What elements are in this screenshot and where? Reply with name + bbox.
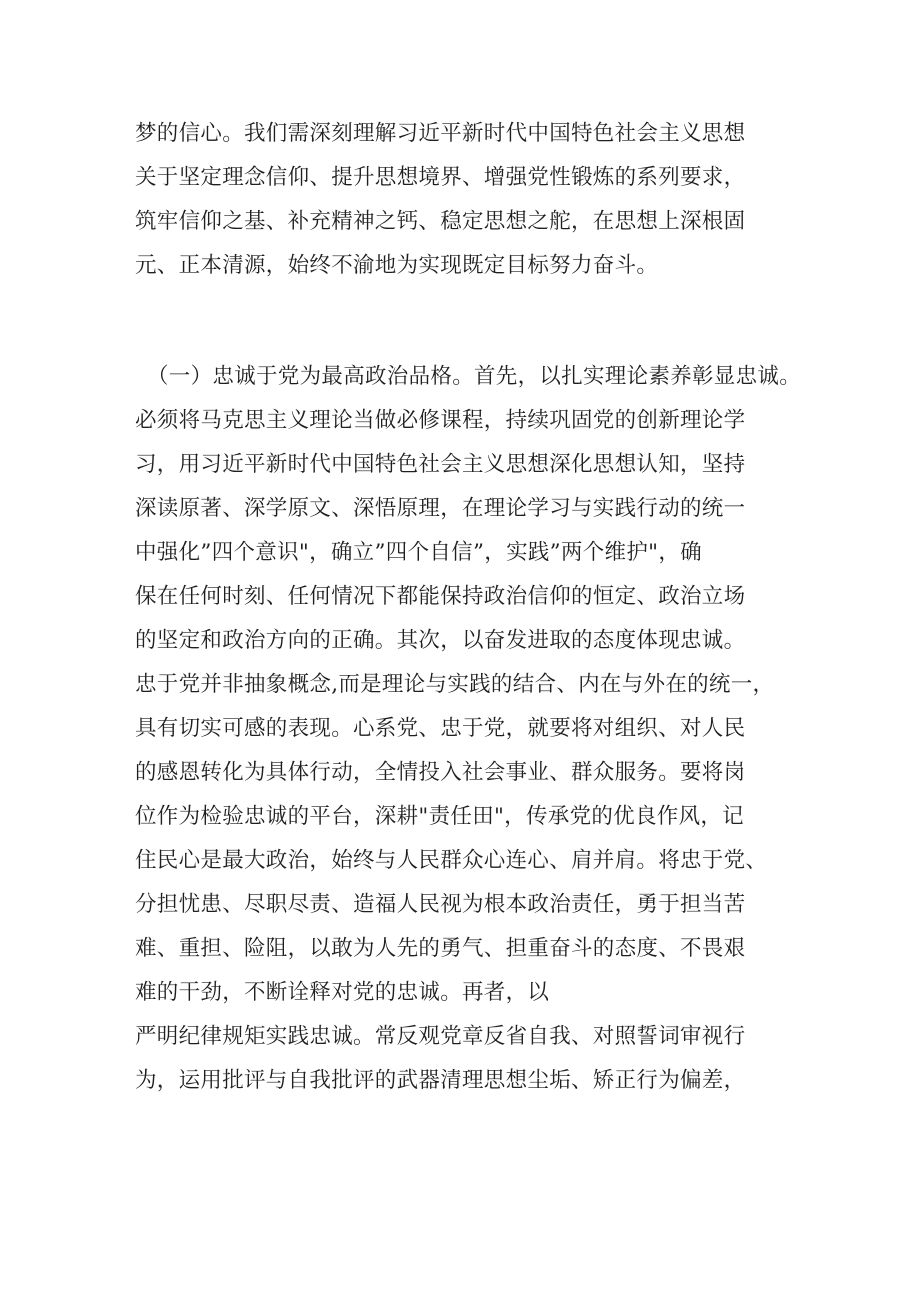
text-line: 忠于党并非抽象概念,而是理论与实践的结合、内在与外在的统一， [135,672,775,697]
text-line: 难、重担、险阻，以敢为人先的勇气、担重奋斗的态度、不畏艰 [135,936,746,961]
text-line: 为，运用批评与自我批评的武器清理思想尘垢、矫正行为偏差， [135,1068,746,1093]
text-line: 元、正本清源，始终不渝地为实现既定目标努力奋斗。 [135,253,659,278]
text-line: 保在任何时刻、任何情况下都能保持政治信仰的恒定、政治立场 [135,584,746,609]
section-heading-line: （一）忠诚于党为最高政治品格。首先，以扎实理论素养彰显忠诚。 [147,364,802,389]
text-line: 难的干劲，不断诠释对党的忠诚。再者，以 [135,980,550,1005]
text-line: 位作为检验忠诚的平台，深耕"责任田"，传承党的优良作风，记 [135,804,744,829]
text-line: 住民心是最大政治，始终与人民群众心连心、肩并肩。将忠于党、 [135,848,768,873]
text-line: 具有切实可感的表现。心系党、忠于党，就要将对组织、对人民 [135,716,746,741]
text-line: 梦的信心。我们需深刻理解习近平新时代中国特色社会主义思想 [135,121,746,146]
text-line: 的感恩转化为具体行动，全情投入社会事业、群众服务。要将岗 [135,760,746,785]
text-line: 深读原著、深学原文、深悟原理，在理论学习与实践行动的统一 [135,496,746,521]
text-line: 必须将马克思主义理论当做必修课程，持续巩固党的创新理论学 [135,408,746,433]
text-line: 习，用习近平新时代中国特色社会主义思想深化思想认知，坚持 [135,452,746,477]
text-line: 严明纪律规矩实践忠诚。常反观党章反省自我、对照誓词审视行 [135,1024,746,1049]
text-line: 中强化”四个意识"，确立”四个自信”，实践”两个维护"，确 [135,540,702,565]
text-line: 分担忧患、尽职尽责、造福人民视为根本政治责任，勇于担当苦 [135,892,746,917]
text-line: 的坚定和政治方向的正确。其次，以奋发进取的态度体现忠诚。 [135,628,746,653]
text-line: 关于坚定理念信仰、提升思想境界、增强党性锻炼的系列要求， [135,165,746,190]
text-line: 筑牢信仰之基、补充精神之钙、稳定思想之舵，在思想上深根固 [135,209,746,234]
